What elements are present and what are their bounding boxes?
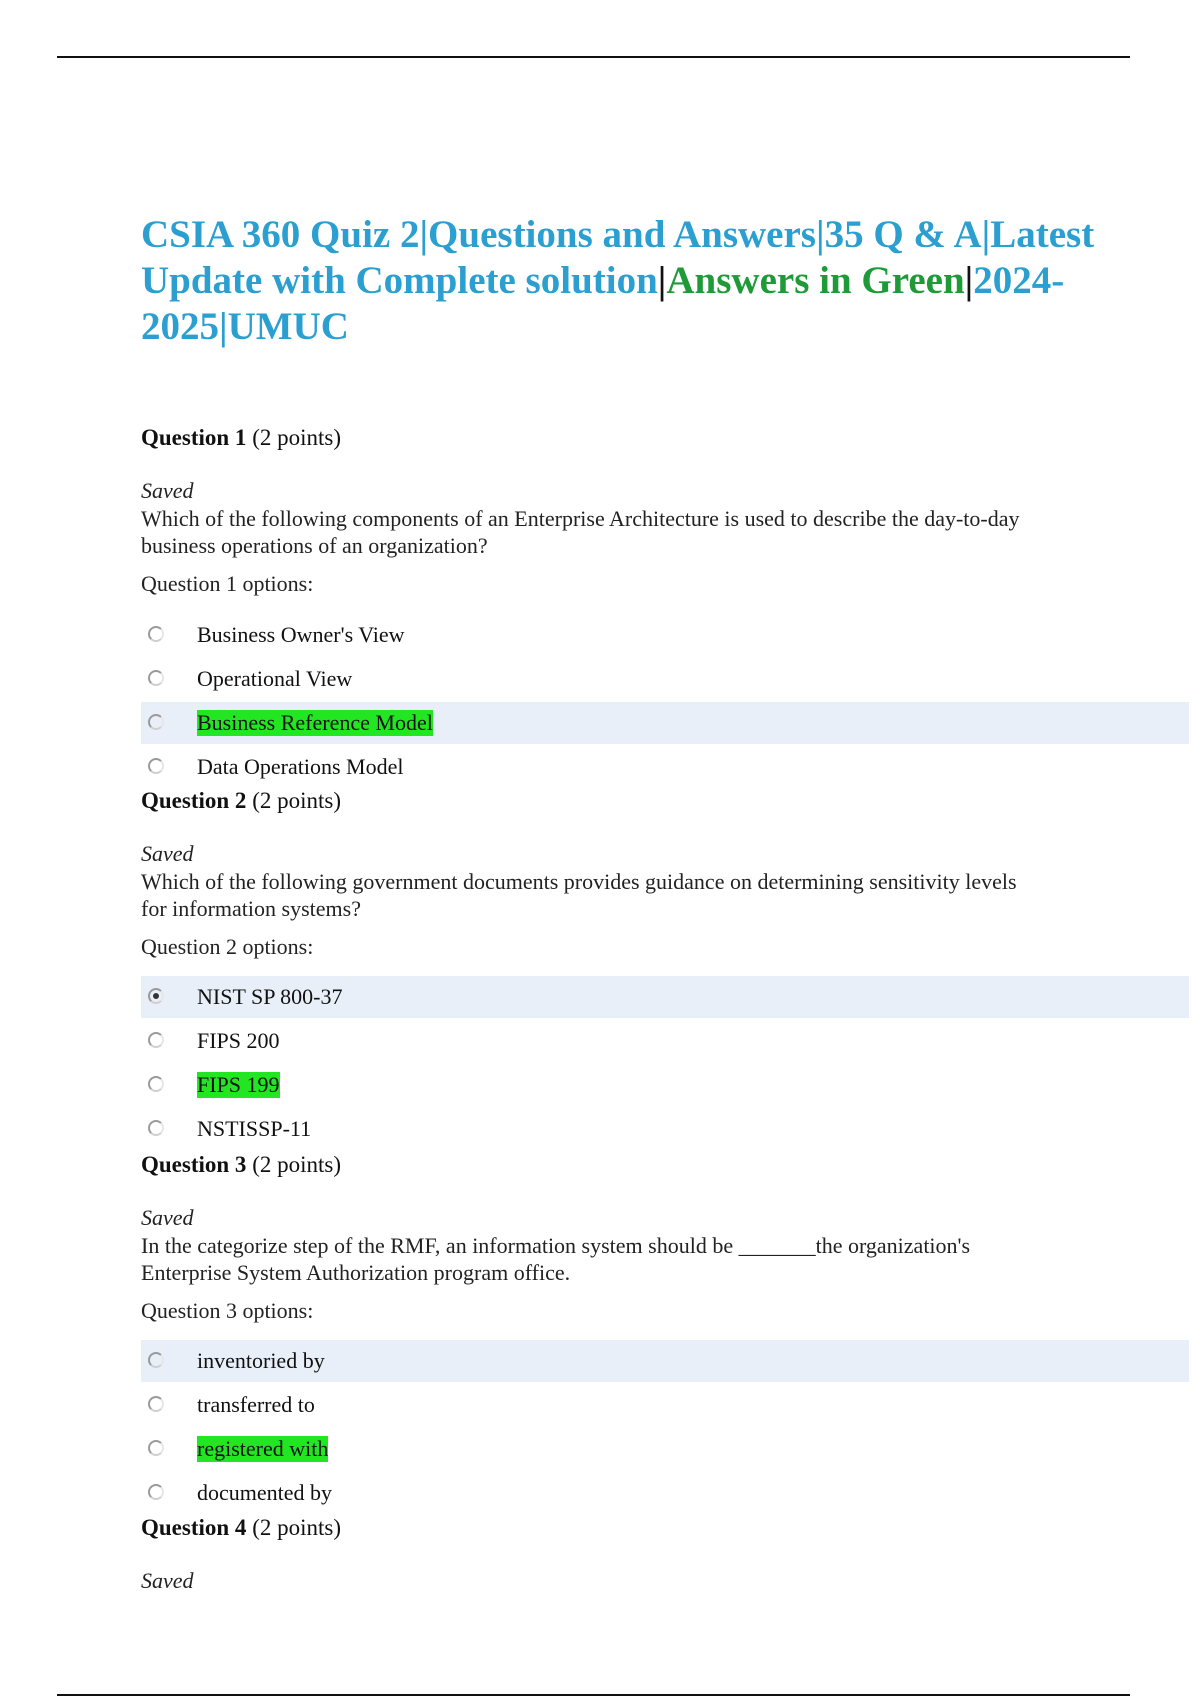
option-label-correct: Business Reference Model	[197, 710, 433, 735]
question-1-status: Saved	[141, 478, 194, 503]
option-label: NSTISSP-11	[197, 1116, 312, 1141]
option-label: inventoried by	[197, 1348, 325, 1373]
question-2-option-4[interactable]	[141, 1108, 1189, 1150]
top-rule	[57, 56, 1130, 58]
question-4-label: Question 4	[141, 1515, 247, 1540]
question-2-label: Question 2	[141, 788, 247, 813]
question-4-status: Saved	[141, 1568, 194, 1593]
radio-checked-icon[interactable]	[148, 988, 164, 1004]
radio-icon[interactable]	[148, 1484, 164, 1500]
bottom-rule	[57, 1694, 1130, 1696]
question-2-option-1[interactable]	[141, 976, 1189, 1018]
document-title	[141, 212, 1151, 350]
question-1-option-2[interactable]	[141, 658, 1189, 700]
title-part-3: 2024-2025|UMUC	[141, 259, 1065, 348]
question-3-label: Question 3	[141, 1152, 247, 1177]
radio-icon[interactable]	[148, 1396, 164, 1412]
option-label-correct: FIPS 199	[197, 1072, 280, 1097]
question-1-text: Which of the following components of an Enterprise Architecture is used to describe the day-to-day business operations of an organization?	[141, 506, 1020, 558]
radio-icon[interactable]	[148, 758, 164, 774]
question-3-options-label: Question 3 options:	[141, 1298, 314, 1323]
question-1-label: Question 1	[141, 425, 247, 450]
option-label: documented by	[197, 1480, 333, 1505]
title-separator-1: |	[657, 259, 667, 302]
radio-icon[interactable]	[148, 626, 164, 642]
option-label: Business Owner's View	[197, 622, 405, 647]
title-separator-2: |	[964, 259, 974, 302]
question-3-status: Saved	[141, 1205, 194, 1230]
title-part-2: Answers in Green	[666, 259, 965, 302]
question-1-header	[141, 425, 341, 451]
question-2-option-2[interactable]	[141, 1020, 1189, 1062]
question-3-text: In the categorize step of the RMF, an information system should be _______the organization's Enterprise System Authorization program office.	[141, 1233, 971, 1285]
option-label: transferred to	[197, 1392, 315, 1417]
radio-icon[interactable]	[148, 1076, 164, 1092]
question-4-points: (2 points)	[252, 1515, 341, 1540]
question-2-text: Which of the following government documents provides guidance on determining sensitivity levels for information systems?	[141, 869, 1017, 921]
question-2-status: Saved	[141, 841, 194, 866]
question-3-points: (2 points)	[252, 1152, 341, 1177]
question-3-option-1[interactable]	[141, 1340, 1189, 1382]
option-label: FIPS 200	[197, 1028, 280, 1053]
question-1-option-1[interactable]	[141, 614, 1189, 656]
question-4-header	[141, 1515, 341, 1541]
question-1-options-label: Question 1 options:	[141, 571, 314, 596]
question-1-points: (2 points)	[252, 425, 341, 450]
option-label: Operational View	[197, 666, 353, 691]
option-label: NIST SP 800-37	[197, 984, 343, 1009]
question-1-option-4[interactable]	[141, 746, 1189, 788]
title-part-1: CSIA 360 Quiz 2|Questions and Answers|35 Q & A|Latest Update with Complete solution	[141, 213, 1095, 302]
question-3-option-2[interactable]	[141, 1384, 1189, 1426]
option-label: Data Operations Model	[197, 754, 404, 779]
radio-icon[interactable]	[148, 1352, 164, 1368]
question-3-option-3[interactable]	[141, 1428, 1189, 1470]
question-1-option-3[interactable]	[141, 702, 1189, 744]
radio-icon[interactable]	[148, 670, 164, 686]
question-2-options-label: Question 2 options:	[141, 934, 314, 959]
question-2-header	[141, 788, 341, 814]
question-3-header	[141, 1152, 341, 1178]
question-2-points: (2 points)	[252, 788, 341, 813]
radio-icon[interactable]	[148, 714, 164, 730]
question-3-option-4[interactable]	[141, 1472, 1189, 1514]
question-2-option-3[interactable]	[141, 1064, 1189, 1106]
radio-icon[interactable]	[148, 1440, 164, 1456]
radio-icon[interactable]	[148, 1120, 164, 1136]
option-label-correct: registered with	[197, 1436, 329, 1461]
radio-icon[interactable]	[148, 1032, 164, 1048]
